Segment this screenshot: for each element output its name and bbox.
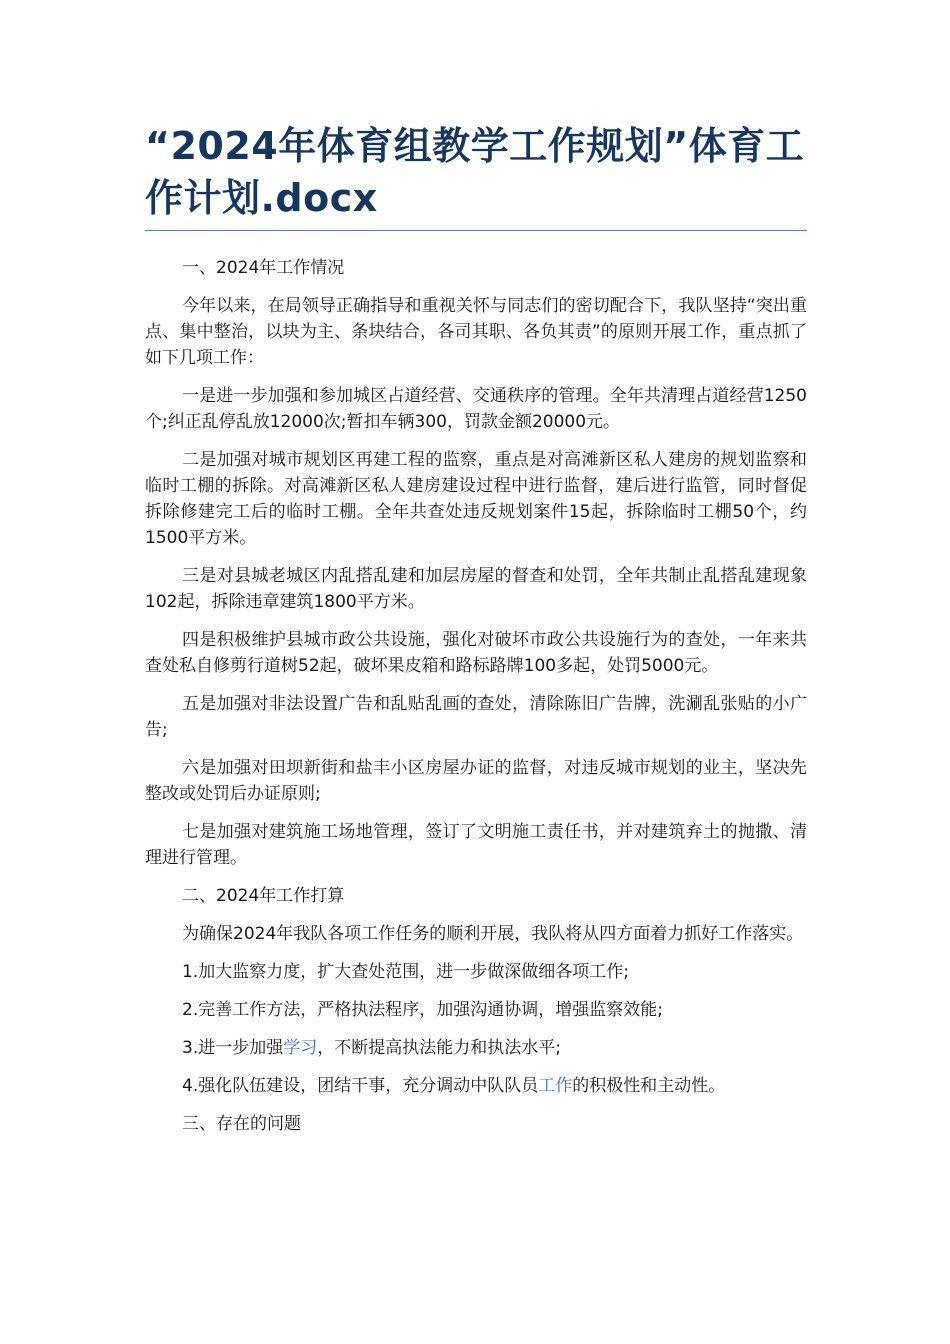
paragraph: 二是加强对城市规划区再建工程的监察，重点是对高滩新区私人建房的规划监察和临时工棚的拆除。对高滩新区私人建房建设过程中进行监督，建后进行监管，同时督促拆除修建完工后的临时工棚。全年共查处违反规划案件15起，拆除临时工棚50个，约1500平方米。	[145, 450, 807, 548]
paragraph: 四是积极维护县城市政公共设施，强化对破坏市政公共设施行为的查处，一年来共查处私自修剪行道树52起，破坏果皮箱和路标路牌100多起，处罚5000元。	[145, 630, 807, 676]
list-item-text: 3.进一步加强	[182, 1038, 284, 1058]
document-title: “2024年体育组教学工作规划”体育工作计划.docx	[145, 124, 805, 220]
paragraph: 一是进一步加强和参加城区占道经营、交通秩序的管理。全年共清理占道经营1250个;纠正乱停乱放12000次;暂扣车辆300，罚款金额20000元。	[145, 386, 807, 432]
paragraph: 六是加强对田坝新街和盐丰小区房屋办证的监督，对违反城市规划的业主，坚决先整改或处罚后办证原则;	[145, 758, 807, 804]
paragraph: 五是加强对非法设置广告和乱贴乱画的查处，清除陈旧广告牌，洗涮乱张贴的小广告;	[145, 694, 807, 740]
title-divider	[145, 230, 807, 231]
study-link[interactable]: 学习	[283, 1038, 318, 1058]
list-item	[145, 1073, 807, 1099]
document-body	[145, 255, 807, 1137]
section-heading-2: 二、2024年工作打算	[182, 886, 345, 906]
work-link[interactable]: 工作	[538, 1076, 573, 1096]
paragraph: 七是加强对建筑施工场地管理，签订了文明施工责任书，并对建筑弃土的抛撒、清理进行管理。	[145, 822, 807, 868]
section-heading-1: 一、2024年工作情况	[182, 258, 345, 278]
list-item-text: ，不断提高执法能力和执法水平;	[317, 1038, 561, 1058]
list-item: 2.完善工作方法，严格执法程序，加强沟通协调，增强监察效能;	[182, 1000, 663, 1020]
paragraph: 今年以来，在局领导正确指导和重视关怀与同志们的密切配合下，我队坚持“突出重点、集中整治，以块为主、条块结合，各司其职、各负其责”的原则开展工作，重点抓了如下几项工作：	[145, 296, 807, 368]
paragraph: 为确保2024年我队各项工作任务的顺利开展，我队将从四方面着力抓好工作落实。	[182, 924, 804, 944]
list-item: 1.加大监察力度，扩大查处范围，进一步做深做细各项工作;	[182, 962, 629, 982]
list-item-text: 的积极性和主动性。	[572, 1076, 726, 1096]
list-item-text: 4.强化队伍建设，团结干事，充分调动中队队员	[182, 1076, 539, 1096]
document-page	[145, 120, 807, 1149]
list-item	[145, 1035, 807, 1061]
section-heading-3: 三、存在的问题	[182, 1114, 301, 1134]
paragraph: 三是对县城老城区内乱搭乱建和加层房屋的督查和处罚，全年共制止乱搭乱建现象102起，拆除违章建筑1800平方米。	[145, 566, 807, 612]
